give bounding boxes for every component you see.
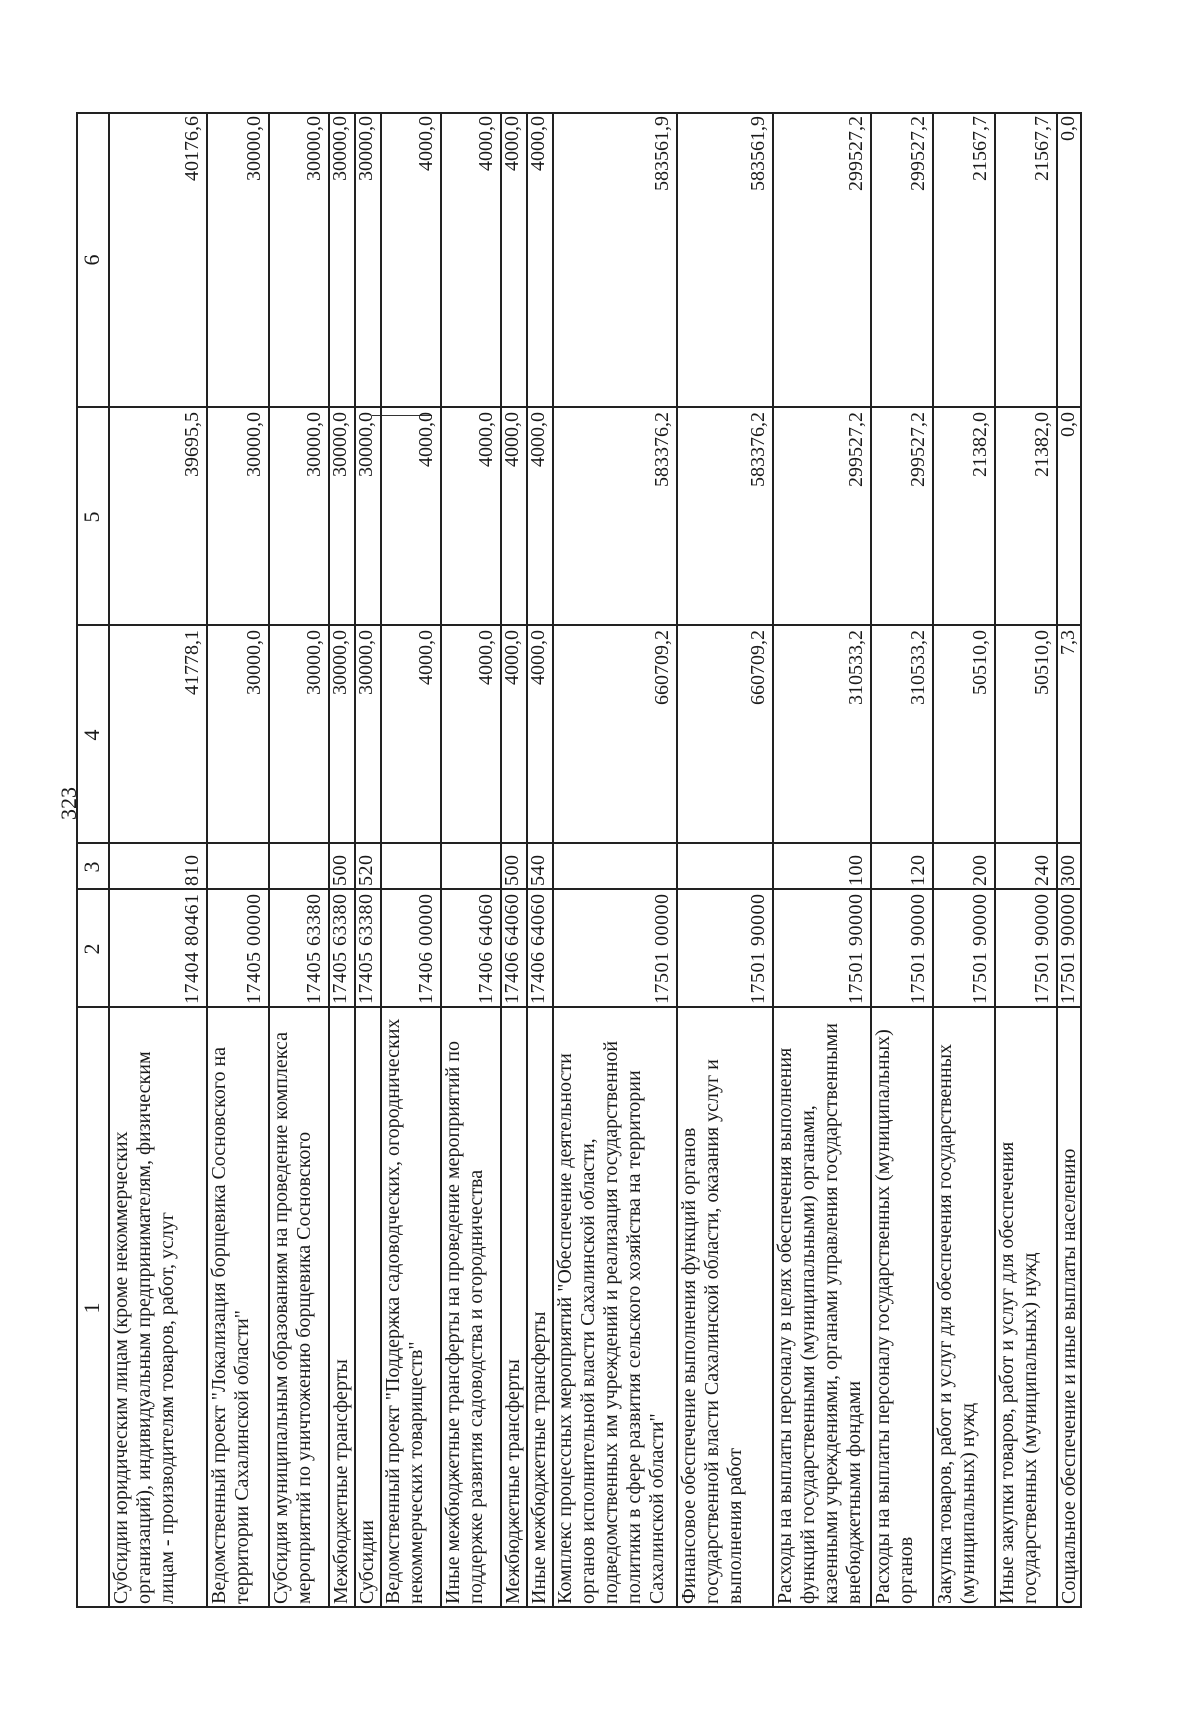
row-value-4: 4000,0: [475, 630, 497, 685]
row-type: 500: [329, 854, 351, 886]
row-name: Субсидии: [356, 1520, 378, 1604]
row-code: 17501 90000: [1057, 893, 1079, 1004]
row-type: 240: [1031, 854, 1053, 886]
row-code: 17501 90000: [969, 893, 991, 1004]
row-value-5: 30000,0: [243, 412, 265, 477]
row-code: 17406 64060: [501, 893, 523, 1004]
row-name: Расходы на выплаты персоналу государственных (муниципальных) органов: [872, 1029, 917, 1604]
row-type: 120: [907, 854, 929, 886]
row-code: 17404 80461: [181, 893, 203, 1004]
row-value-5: 4000,0: [501, 412, 523, 467]
row-code: 17501 90000: [747, 893, 769, 1004]
row-name: Межбюджетные трансферты: [502, 1359, 524, 1604]
row-name: Межбюджетные трансферты: [330, 1359, 352, 1604]
row-name: Ведомственный проект "Поддержка садоводческих, огороднических некоммерческих товариществ": [382, 1018, 427, 1604]
row-value-6: 40176,6: [181, 116, 203, 181]
row-value-5: 583376,2: [747, 412, 769, 487]
row-code: 17406 64060: [527, 893, 549, 1004]
row-name: Закупка товаров, работ и услуг для обеспечения государственных (муниципальных) нужд: [934, 1043, 979, 1604]
row-name: Расходы на выплаты персоналу в целях обеспечения выполнения функций государственными (муниципальными) органами, казенными учреждениями, органами управления государственными внебюджетными фондами: [774, 1023, 865, 1604]
row-name: Субсидии юридическим лицам (кроме некоммерческих организаций), индивидуальным предпринимателям, физическим лицам - производителям товаров, работ, услуг: [110, 1051, 178, 1604]
row-type: 300: [1057, 854, 1079, 886]
row-value-6: 583561,9: [651, 116, 673, 191]
row-value-6: 4000,0: [527, 116, 549, 171]
row-value-6: 0,0: [1057, 116, 1079, 141]
row-type: 540: [527, 854, 549, 886]
row-value-5: 299527,2: [845, 412, 867, 487]
row-value-5: 583376,2: [651, 412, 673, 487]
row-value-4: 660709,2: [651, 630, 673, 705]
row-type: 100: [845, 854, 867, 886]
row-value-6: 21567,7: [969, 116, 991, 181]
row-value-5: 0,0: [1057, 412, 1079, 437]
page-number: 323: [56, 787, 81, 820]
row-value-4: 4000,0: [415, 630, 437, 685]
row-value-6: 21567,7: [1031, 116, 1053, 181]
row-value-5: 30000,0: [303, 412, 325, 477]
row-name: Субсидия муниципальным образованиям на проведение комплекса мероприятий по уничтожению борщевика Сосновского: [270, 1031, 315, 1604]
row-code: 17501 00000: [651, 893, 673, 1004]
row-value-4: 4000,0: [527, 630, 549, 685]
row-value-5: 30000,0: [355, 412, 377, 477]
row-name: Иные межбюджетные трансферты: [528, 1311, 550, 1604]
row-name: Иные закупки товаров, работ и услуг для обеспечения государственных (муниципальных) нужд: [996, 1141, 1041, 1604]
row-value-4: 4000,0: [501, 630, 523, 685]
row-code: 17405 63380: [303, 893, 325, 1004]
row-value-4: 30000,0: [355, 630, 377, 695]
row-value-6: 4000,0: [415, 116, 437, 171]
row-type: 520: [355, 854, 377, 886]
row-value-4: 310533,2: [907, 630, 929, 705]
row-value-5: 4000,0: [415, 412, 437, 467]
row-name: Социальное обеспечение и иные выплаты населению: [1058, 1148, 1080, 1604]
row-value-4: 30000,0: [329, 630, 351, 695]
row-code: 17501 90000: [1031, 893, 1053, 1004]
row-value-4: 41778,1: [181, 630, 203, 695]
row-value-5: 299527,2: [907, 412, 929, 487]
row-value-5: 4000,0: [475, 412, 497, 467]
row-value-5: 21382,0: [969, 412, 991, 477]
row-value-6: 583561,9: [747, 116, 769, 191]
row-value-6: 299527,2: [907, 116, 929, 191]
row-value-4: 310533,2: [845, 630, 867, 705]
row-type: 200: [969, 854, 991, 886]
row-name: Иные межбюджетные трансферты на проведение мероприятий по поддержке развития садоводства и огородничества: [442, 1041, 487, 1604]
row-name: Комплекс процессных мероприятий "Обеспечение деятельности органов исполнительной власти Сахалинской области, подведомственных им учреждений и реализация государственной политики в сфере развития сельского хозяйства на территории Сахалинской области": [554, 1040, 668, 1604]
row-value-6: 4000,0: [475, 116, 497, 171]
row-code: 17405 63380: [329, 893, 351, 1004]
row-code: 17501 90000: [907, 893, 929, 1004]
row-type: 500: [501, 854, 523, 886]
column-header-6: 6: [79, 254, 104, 266]
row-value-4: 30000,0: [243, 630, 265, 695]
row-value-6: 30000,0: [355, 116, 377, 181]
row-value-6: 30000,0: [243, 116, 265, 181]
row-value-6: 30000,0: [329, 116, 351, 181]
row-value-5: 21382,0: [1031, 412, 1053, 477]
row-code: 17405 00000: [243, 893, 265, 1004]
row-value-4: 7,3: [1057, 630, 1079, 655]
column-header-1: 1: [79, 1302, 104, 1314]
column-header-3: 3: [79, 861, 104, 873]
row-value-4: 660709,2: [747, 630, 769, 705]
row-value-5: 30000,0: [329, 412, 351, 477]
row-code: 17405 63380: [355, 893, 377, 1004]
row-value-6: 299527,2: [845, 116, 867, 191]
row-type: 810: [181, 854, 203, 886]
row-value-5: 4000,0: [527, 412, 549, 467]
row-value-4: 30000,0: [303, 630, 325, 695]
row-code: 17406 00000: [415, 893, 437, 1004]
row-value-4: 50510,0: [1031, 630, 1053, 695]
row-code: 17501 90000: [845, 893, 867, 1004]
column-header-4: 4: [79, 729, 104, 741]
row-code: 17406 64060: [475, 893, 497, 1004]
row-name: Ведомственный проект "Локализация борщевика Сосновского на территории Сахалинской области": [208, 1046, 253, 1604]
column-header-2: 2: [79, 943, 104, 955]
row-name: Финансовое обеспечение выполнения функций органов государственной власти Сахалинской области, оказания услуг и выполнения работ: [678, 1059, 746, 1604]
row-value-6: 4000,0: [501, 116, 523, 171]
row-value-4: 50510,0: [969, 630, 991, 695]
column-header-5: 5: [79, 511, 104, 523]
row-value-6: 30000,0: [303, 116, 325, 181]
row-value-5: 39695,5: [181, 412, 203, 477]
